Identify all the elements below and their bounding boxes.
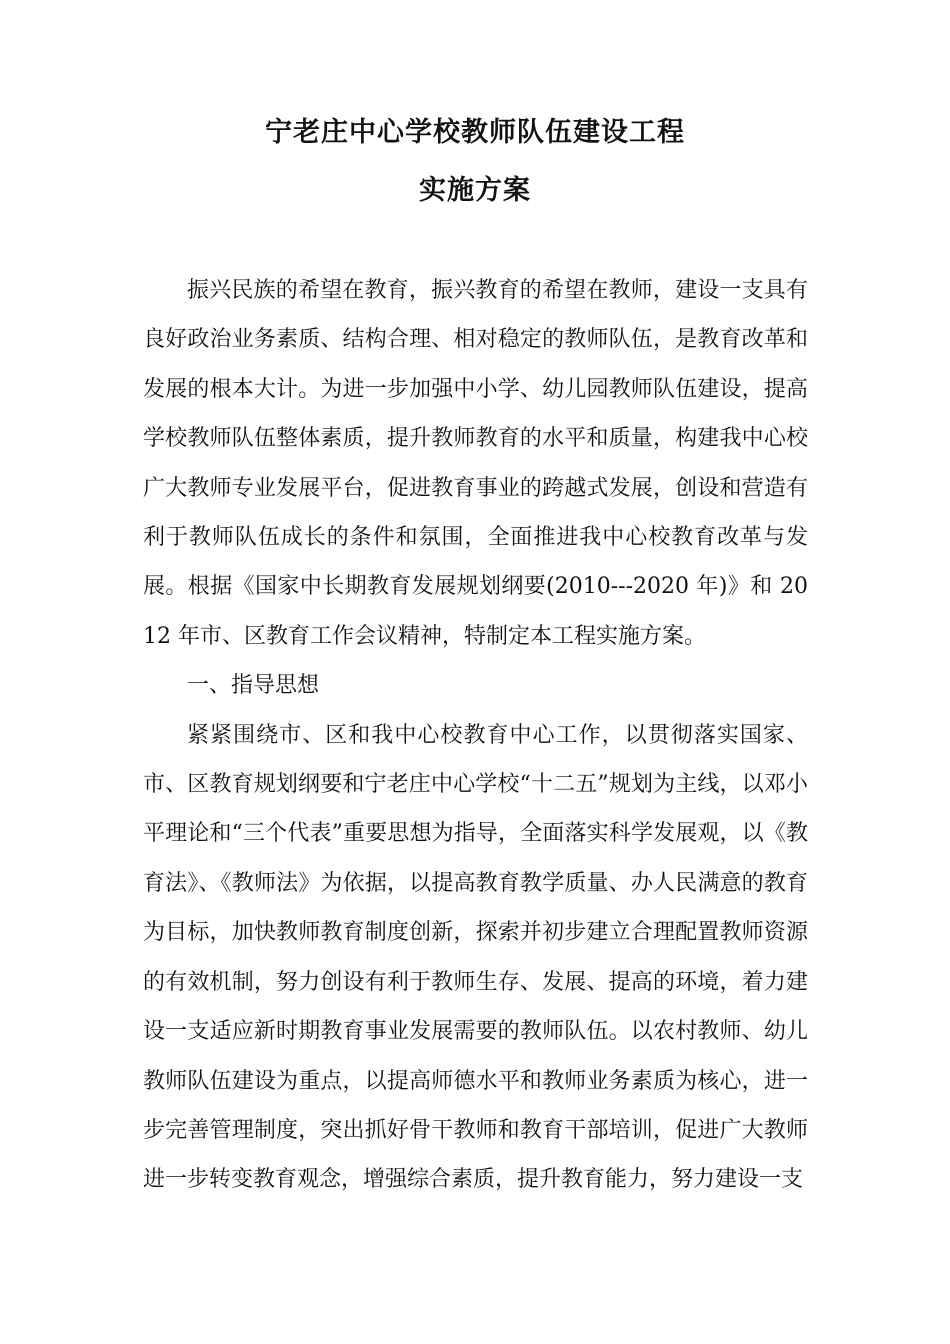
intro-paragraph: 振兴民族的希望在教育，振兴教育的希望在教师，建设一支具有良好政治业务素质、结构合理、相对稳定的教师队伍，是教育改革和发展的根本大计。为进一步加强中小学、幼儿园教师队伍建设，提高学校教师队伍整体素质，提升教师教育的水平和质量，构建我中心校广大教师专业发展平台，促进教育事业的跨越式发展，创设和营造有利于教师队伍成长的条件和氛围，全面推进我中心校教育改革与发展。根据《国家中长期教育发展规划纲要(2010---2020 年)》和 2012 年市、区教育工作会议精神，特制定本工程实施方案。 — [143, 278, 808, 649]
section-heading-guiding-ideology: 一、指导思想 — [187, 673, 320, 699]
document-title — [0, 104, 950, 220]
title-line-2: 实施方案 — [419, 175, 531, 206]
title-line-1: 宁老庄中心学校教师队伍建设工程 — [265, 117, 685, 148]
document-body — [143, 266, 808, 1205]
guiding-ideology-paragraph: 紧紧围绕市、区和我中心校教育中心工作，以贯彻落实国家、市、区教育规划纲要和宁老庄中心学校“十二五”规划为主线，以邓小平理论和“三个代表”重要思想为指导，全面落实科学发展观，以《教育法》、《教师法》为依据，以提高教育教学质量、办人民满意的教育为目标，加快教师教育制度创新，探索并初步建立合理配置教师资源的有效机制，努力创设有利于教师生存、发展、提高的环境，着力建设一支适应新时期教育事业发展需要的教师队伍。以农村教师、幼儿教师队伍建设为重点，以提高师德水平和教师业务素质为核心，进一步完善管理制度，突出抓好骨干教师和教育干部培训，促进广大教师进一步转变教育观念，增强综合素质，提升教育能力，努力建设一支 — [143, 722, 808, 1193]
